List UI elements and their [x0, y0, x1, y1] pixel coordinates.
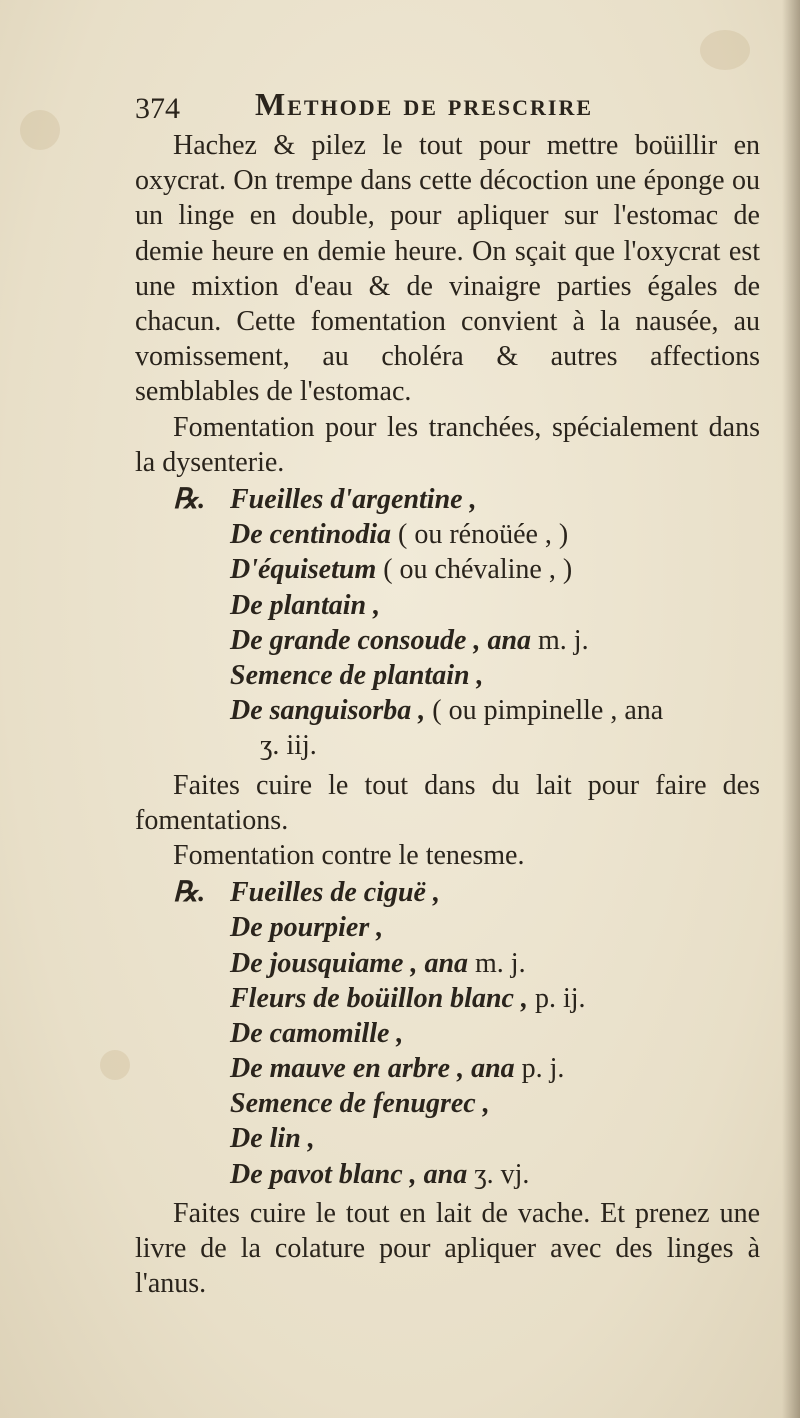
recipe-line — [135, 981, 760, 1016]
ingredient: D'équisetum ( ou chévaline , ) — [230, 554, 573, 586]
heading-1: Fomentation pour les tranchées, spécialement dans la dysenterie. — [135, 411, 760, 478]
ingredient: De pourpier , — [230, 912, 384, 944]
ingredient: De centinodia ( ou rénoüée , ) — [230, 519, 569, 551]
recipe-line — [135, 482, 760, 517]
recipe-line — [135, 1051, 760, 1086]
ingredient: De camomille , — [230, 1017, 404, 1049]
ingredient: Fleurs de boüillon blanc , p. ij. — [230, 982, 586, 1014]
ingredient: De pavot blanc , ana ʒ. vj. — [230, 1158, 530, 1190]
recipe-line — [135, 1016, 760, 1051]
ingredient: Semence de plantain , — [230, 659, 484, 691]
paragraph-2: Faites cuire le tout dans du lait pour faire des fomentations. — [135, 769, 760, 836]
recipe-line — [135, 875, 760, 910]
page-gutter-shadow — [782, 0, 800, 1418]
recipe-1 — [135, 482, 760, 764]
paragraph-1: Hachez & pilez le tout pour mettre boüillir en oxycrat. On trempe dans cette décoction une éponge ou un linge en double, pour apliquer sur l'estomac de demie heure en demie heure. On sçait que l'oxycrat est une mixtion d'eau & de vinaigre parties égales de chacun. Cette fomentation convient à la nausée, au vomissement, au choléra & autres affections semblables de l'estomac. — [135, 130, 760, 408]
paper-stain — [100, 1050, 130, 1080]
paper-stain — [700, 30, 750, 70]
recipe-symbol: ℞. — [173, 877, 206, 909]
recipe-symbol: ℞. — [173, 484, 206, 516]
recipe-line — [135, 517, 760, 552]
page-body — [135, 128, 760, 1301]
ingredient: De grande consoude , ana m. j. — [230, 624, 589, 656]
dose-continuation: ʒ. iij. — [260, 730, 317, 762]
recipe-line — [135, 658, 760, 693]
recipe-line — [135, 552, 760, 587]
recipe-line — [135, 693, 760, 728]
ingredient: Fueilles de ciguë , — [230, 877, 440, 909]
paragraph-3: Faites cuire le tout en lait de vache. Et prenez une livre de la colature pour apliquer avec des linges à l'anus. — [135, 1197, 760, 1300]
recipe-line — [135, 946, 760, 981]
recipe-line — [135, 588, 760, 623]
paper-stain — [20, 110, 60, 150]
recipe-line — [135, 1121, 760, 1156]
running-title: Methode de prescrire — [255, 86, 594, 122]
recipe-line — [135, 1157, 760, 1192]
ingredient: De mauve en arbre , ana p. j. — [230, 1053, 565, 1085]
ingredient: De sanguisorba , ( ou pimpinelle , ana — [230, 695, 664, 727]
recipe-line — [135, 1086, 760, 1121]
ingredient: Fueilles d'argentine , — [230, 484, 477, 516]
recipe-line — [135, 623, 760, 658]
ingredient: De plantain , — [230, 589, 381, 621]
recipe-line — [135, 910, 760, 945]
ingredient: De lin , — [230, 1123, 315, 1155]
heading-2: Fomentation contre le tenesme. — [173, 839, 525, 871]
page-header — [135, 80, 765, 124]
page-number: 374 — [135, 92, 180, 125]
ingredient: De jousquiame , ana m. j. — [230, 947, 526, 979]
recipe-2 — [135, 875, 760, 1192]
ingredient: Semence de fenugrec , — [230, 1088, 490, 1120]
